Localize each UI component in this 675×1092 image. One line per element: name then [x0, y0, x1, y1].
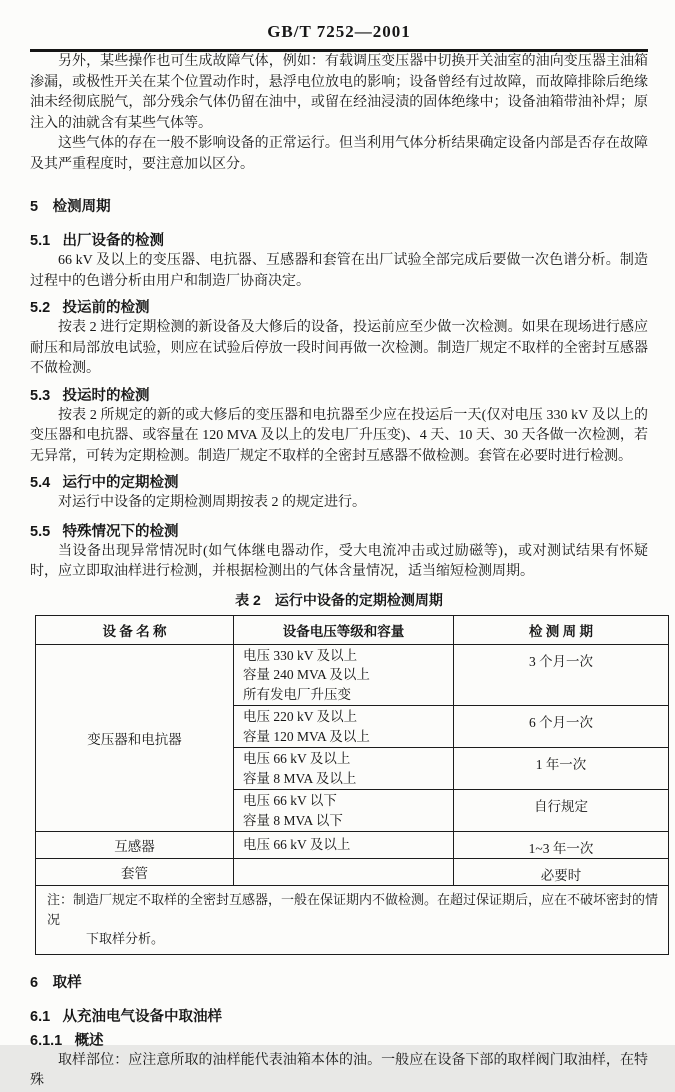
table-2-caption: 表 2 运行中设备的定期检测周期 — [235, 591, 443, 608]
paragraph-gas-generation: 另外，某些操作也可生成故障气体，例如：有载调压变压器中切换开关油室的油向变压器主油箱渗漏，或极性开关在某个位置动作时，悬浮电位放电的影响；设备曾经有过故障，而故障排除后绝缘油未经彻底脱气，部分残余气体仍留在油中，或留在经油浸渍的固体绝缘中；设备油箱带油补焊；原注入的油就含有某些气体等。 — [30, 54, 648, 131]
section-heading-5-1 — [30, 231, 648, 251]
spec-line: 容量 8 MVA 以下 — [243, 812, 343, 828]
table-row — [36, 644, 669, 706]
spec-line: 容量 8 MVA 及以上 — [243, 770, 357, 786]
period-cell: 自行规定 — [454, 790, 669, 832]
paragraph-5-2: 按表 2 进行定期检测的新设备及大修后的设备，投运前应至少做一次检测。如果在现场进行感应耐压和局部放电试验，则应在试验后停放一段时间再做一次检测。制造厂规定不取样的全密封互感器不做检测。 — [30, 320, 648, 376]
spec-line: 电压 66 kV 及以上 — [243, 837, 351, 853]
section-number: 5.5 — [30, 523, 51, 540]
column-header-equipment: 设 备 名 称 — [36, 615, 234, 644]
section-title: 从充油电气设备中取油样 — [62, 1008, 222, 1025]
section-heading-5-5 — [30, 522, 648, 542]
paragraph-5-5: 当设备出现异常情况时(如气体继电器动作，受大电流冲击或过励磁等)，或对测试结果有怀疑时，应立即取油样进行检测，并根据检测出的气体含量情况，适当缩短检测周期。 — [30, 543, 648, 579]
section-title: 投运时的检测 — [62, 387, 150, 404]
section-number: 5.4 — [30, 475, 51, 491]
section-heading-5-3 — [30, 386, 648, 406]
table-note — [36, 886, 669, 955]
spec-line: 电压 66 kV 以下 — [243, 793, 337, 808]
section-title: 检测周期 — [52, 199, 111, 215]
spec-line: 电压 330 kV 及以上 — [243, 647, 358, 663]
section-title: 出厂设备的检测 — [62, 233, 164, 249]
section-heading-5-2 — [30, 298, 648, 318]
equipment-name-cell: 变压器和电抗器 — [36, 644, 234, 832]
section-number: 5.3 — [30, 387, 51, 404]
paragraph-5-4: 对运行中设备的定期检测周期按表 2 的规定进行。 — [58, 495, 366, 510]
spec-cell — [234, 790, 454, 832]
note-line: 注：制造厂规定不取样的全密封互感器，一般在保证期内不做检测。在超过保证期后，应在不破坏密封的情况 — [47, 892, 659, 927]
column-header-voltage-capacity: 设备电压等级和容量 — [234, 615, 454, 644]
table-row — [36, 832, 669, 859]
section-number: 6 — [30, 974, 39, 991]
spec-cell — [234, 706, 454, 748]
section-number: 6.1.1 — [30, 1032, 63, 1049]
section-number: 5.1 — [30, 233, 51, 249]
section-number: 5 — [30, 199, 39, 215]
paragraph-gas-existence: 这些气体的存在一般不影响设备的正常运行。但当利用气体分析结果确定设备内部是否存在故障及其严重程度时，要注意加以区分。 — [30, 136, 648, 172]
spec-cell — [234, 644, 454, 706]
standard-number: GB/T 7252—2001 — [267, 22, 411, 41]
section-number: 5.2 — [30, 300, 51, 316]
table-2 — [35, 615, 669, 955]
period-cell: 1 年一次 — [454, 748, 669, 790]
paragraph-6-1-1: 取样部位：应注意所取的油样能代表油箱本体的油。一般应在设备下部的取样阀门取油样，在特殊 — [30, 1052, 648, 1088]
spec-line: 容量 120 MVA 及以上 — [243, 728, 370, 744]
spec-line: 电压 220 kV 及以上 — [243, 709, 358, 724]
section-title: 运行中的定期检测 — [62, 475, 179, 491]
equipment-name-cell: 互感器 — [36, 832, 234, 859]
period-cell: 必要时 — [454, 859, 669, 886]
section-heading-5-4 — [30, 473, 648, 493]
table-note-row — [36, 886, 669, 955]
section-heading-6-1-1 — [30, 1031, 648, 1051]
spec-cell — [234, 832, 454, 859]
spec-line: 电压 66 kV 及以上 — [243, 751, 351, 766]
period-cell: 1~3 年一次 — [454, 832, 669, 859]
section-title: 取样 — [52, 974, 82, 991]
period-cell: 3 个月一次 — [454, 644, 669, 706]
section-title: 特殊情况下的检测 — [62, 523, 179, 540]
table-header-row — [36, 615, 669, 644]
section-heading-5 — [30, 197, 648, 217]
spec-line: 容量 240 MVA 及以上 — [243, 667, 370, 682]
table-row — [36, 859, 669, 886]
spec-cell — [234, 748, 454, 790]
section-number: 6.1 — [30, 1008, 51, 1025]
note-line: 下取样分析。 — [86, 931, 165, 946]
section-title: 概述 — [74, 1032, 104, 1049]
spec-line: 所有发电厂升压变 — [243, 686, 351, 702]
paragraph-5-3: 按表 2 所规定的新的或大修后的变压器和电抗器至少应在投运后一天(仅对电压 330 kV 及以上的变压器和电抗器、或容量在 120 MVA 及以上的发电厂升压变)、4 天、10 天、30 天各做一次检测，若无异常，可转为定期检测。制造厂规定不取样的全密封互感器不做检测。套管在必要时进行检测。 — [30, 407, 648, 464]
spec-cell-empty — [234, 859, 454, 886]
paragraph-5-1: 66 kV 及以上的变压器、电抗器、互感器和套管在出厂试验全部完成后要做一次色谱分析。制造过程中的色谱分析由用户和制造厂协商决定。 — [30, 253, 648, 289]
section-heading-6 — [30, 973, 648, 993]
equipment-name-cell: 套管 — [36, 859, 234, 886]
column-header-period: 检 测 周 期 — [454, 615, 669, 644]
section-heading-6-1 — [30, 1007, 648, 1027]
section-title: 投运前的检测 — [62, 300, 150, 316]
period-cell: 6 个月一次 — [454, 706, 669, 748]
